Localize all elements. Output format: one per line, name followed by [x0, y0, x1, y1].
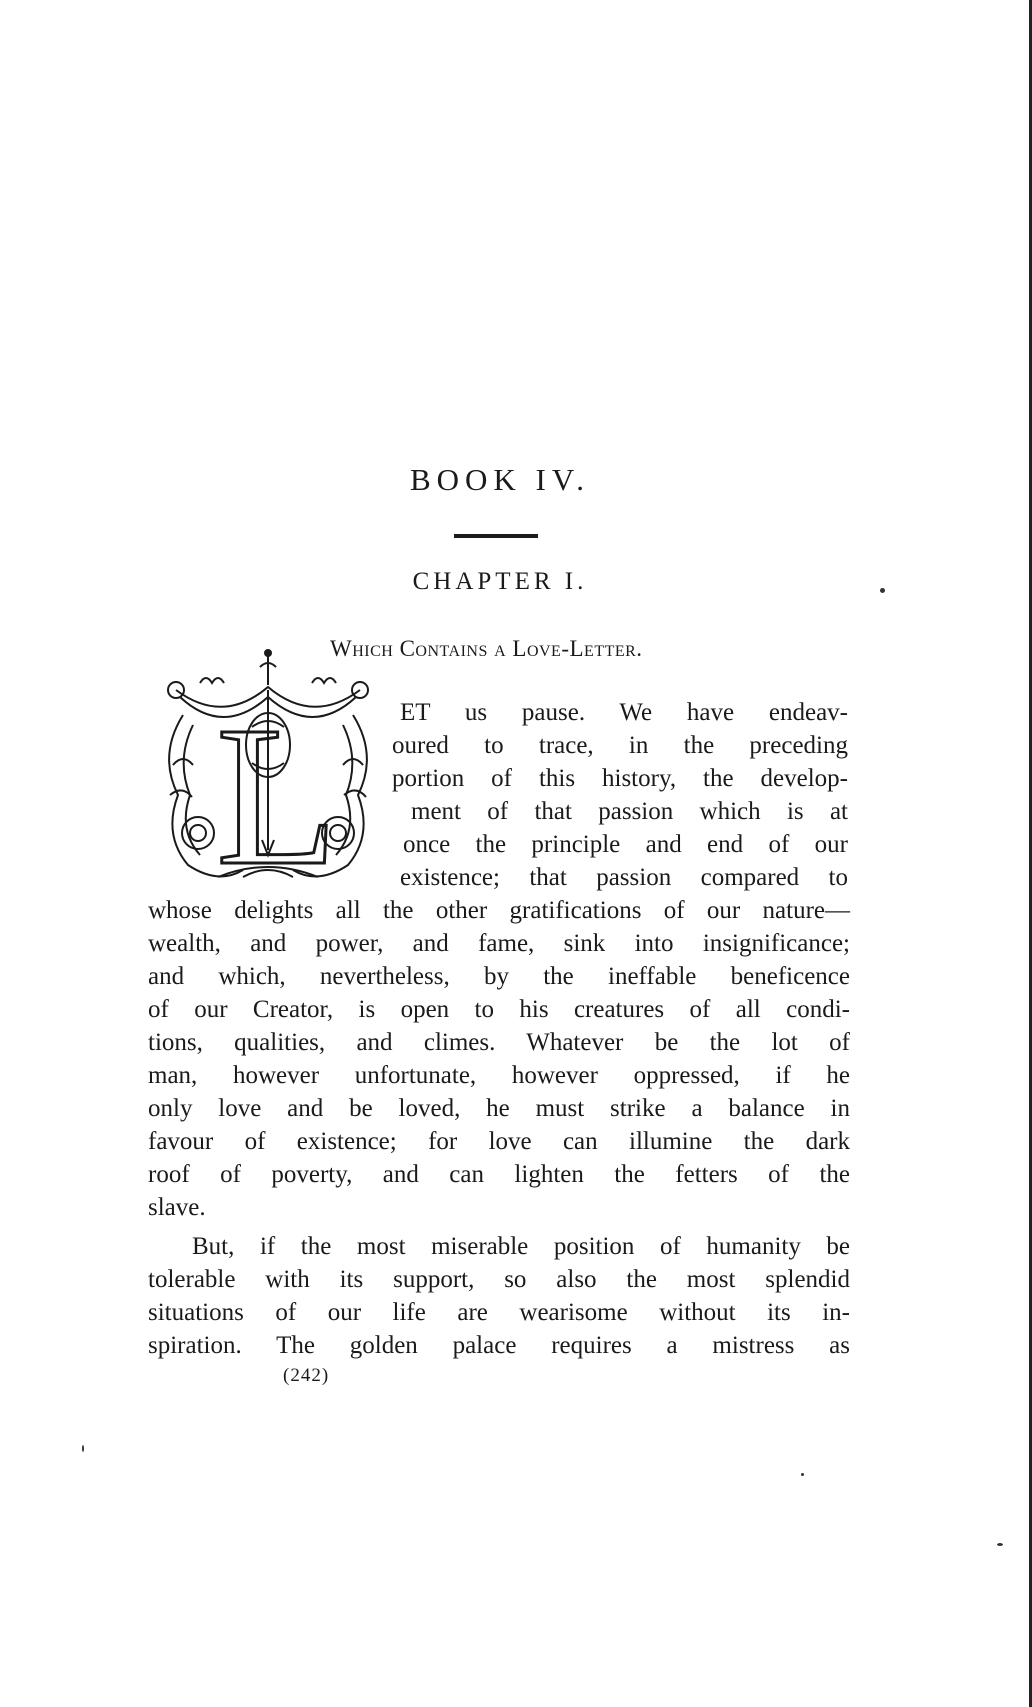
first-para-line-3: [392, 762, 848, 795]
drop-cap-illustration: [148, 645, 388, 895]
text-line: situations of our life are wearisome without its in-: [148, 1299, 850, 1326]
first-para-line-4: [411, 795, 848, 828]
drop-cap-ornament: [148, 645, 388, 895]
scan-speck: [997, 1543, 1003, 1546]
text-line: and which, nevertheless, by the ineffable beneficence: [148, 963, 850, 990]
title-rule: [454, 534, 538, 538]
text-line: favour of existence; for love can illumine the dark: [148, 1128, 850, 1155]
text-line: tolerable with its support, so also the most splendid: [148, 1266, 850, 1293]
text-line: portion of this history, the develop-: [392, 765, 848, 792]
second-paragraph: [148, 1230, 850, 1362]
text-line: man, however unfortunate, however oppressed, if he: [148, 1062, 850, 1089]
text-line: tions, qualities, and climes. Whatever be the lot of: [148, 1029, 850, 1056]
book-heading: BOOK IV.: [409, 462, 591, 497]
chapter-heading: CHAPTER I.: [412, 568, 588, 595]
text-line: of our Creator, is open to his creatures of all condi-: [148, 996, 850, 1023]
text-line: only love and be loved, he must strike a balance in: [148, 1095, 850, 1122]
scan-speck: [801, 1473, 804, 1476]
first-para-line-2: [392, 729, 848, 762]
text-line: roof of poverty, and can lighten the fetters of the: [148, 1161, 850, 1188]
first-paragraph-body: [148, 894, 850, 1224]
text-line: slave.: [148, 1194, 206, 1221]
drop-cap-letter: L: [216, 686, 339, 895]
text-line: ET us pause. We have endeav-: [400, 699, 848, 726]
text-line: existence; that passion compared to: [400, 864, 848, 891]
first-para-line-5: [403, 828, 848, 861]
text-line: ment of that passion which is at: [411, 798, 848, 825]
page-number: (242): [283, 1365, 330, 1386]
text-line: whose delights all the other gratifications of our nature—: [148, 897, 850, 924]
first-para-line-6: [400, 861, 848, 894]
chapter-subtitle: Which Contains a Love-Letter.: [330, 636, 643, 661]
text-line: once the principle and end of our: [403, 831, 848, 858]
scan-speck: [880, 588, 885, 593]
text-line: oured to trace, in the preceding: [392, 732, 848, 759]
text-line: wealth, and power, and fame, sink into insignificance;: [148, 930, 850, 957]
text-line: spiration. The golden palace requires a mistress as: [148, 1332, 850, 1359]
first-para-line-1: [400, 696, 848, 729]
text-line: But, if the most miserable position of humanity be: [192, 1233, 850, 1260]
scan-speck: [82, 1445, 84, 1452]
